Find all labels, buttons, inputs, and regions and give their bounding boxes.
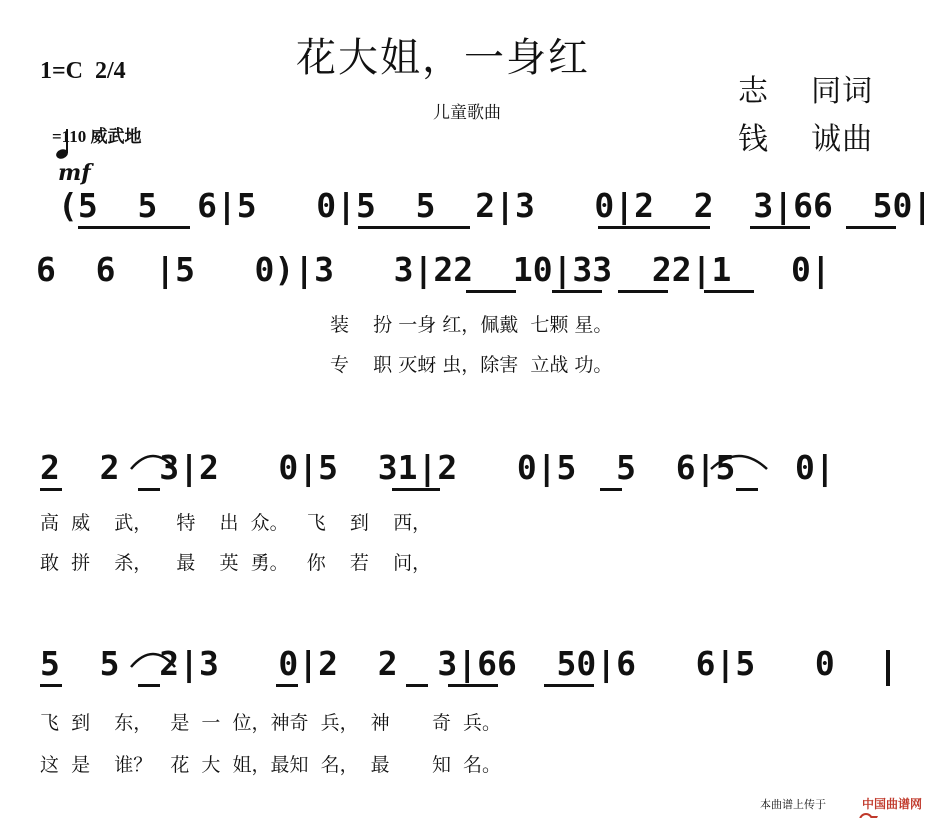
underline [846,226,896,229]
underline [392,488,440,491]
song-subtitle: 儿童歌曲 [433,103,501,123]
underline [736,488,758,491]
underline [138,488,160,491]
score-line-4: 5 5 2|3 0|2 2 3|66 50|6 6|5 0 [40,644,835,683]
lyric-verse-3-line-b: 这 是 谁？ 花 大 姐，最知 名， 最 知 名。 [40,754,502,776]
underline [544,684,594,687]
key-signature: 1=C 2/4 [40,58,126,84]
lyric-verse-3-line-a: 飞 到 东， 是 一 位，神奇 兵， 神 奇 兵。 [40,712,502,734]
lyric-verse-2-line-a: 高 威 武， 特 出 众。 飞 到 西， [40,512,432,534]
lyric-verse-1-line-b: 专 职 灭蚜 虫，除害 立战 功。 [330,354,613,376]
song-title: 花大姐，一身红 [296,35,590,81]
score-line-1: (5 5 6|5 0|5 5 2|3 0|2 2 3|66 50| [58,186,933,225]
tempo-marking: =110 威武地 [52,127,142,146]
underline [276,684,298,687]
underline [704,290,754,293]
dynamic-mark: mf [58,160,91,186]
underline [598,226,710,229]
lyricist-credit: 志 同词 [738,74,874,109]
underline [600,488,622,491]
underline [448,684,498,687]
underline [358,226,470,229]
underline [750,226,810,229]
upload-note: 本曲谱上传于 [760,798,826,811]
composer-credit: 钱 诚曲 [738,122,874,157]
site-name: 中国曲谱网 [862,797,923,811]
underline [40,488,62,491]
score-line-2: 6 6 |5 0)|3 3|22 10|33 22|1 0| [36,250,831,289]
underline [552,290,602,293]
underline [406,684,428,687]
underline [618,290,668,293]
underline [466,290,516,293]
underline [78,226,190,229]
underline [40,684,62,687]
final-barline [886,650,890,686]
lyric-verse-2-line-b: 敢 拼 杀， 最 英 勇。 你 若 问， [40,552,432,574]
lyric-verse-1-line-a: 装 扮 一身 红，佩戴 七颗 星。 [330,314,613,336]
underline [138,684,160,687]
score-line-3: 2 2 3|2 0|5 31|2 0|5 5 6|5 0| [40,448,835,487]
